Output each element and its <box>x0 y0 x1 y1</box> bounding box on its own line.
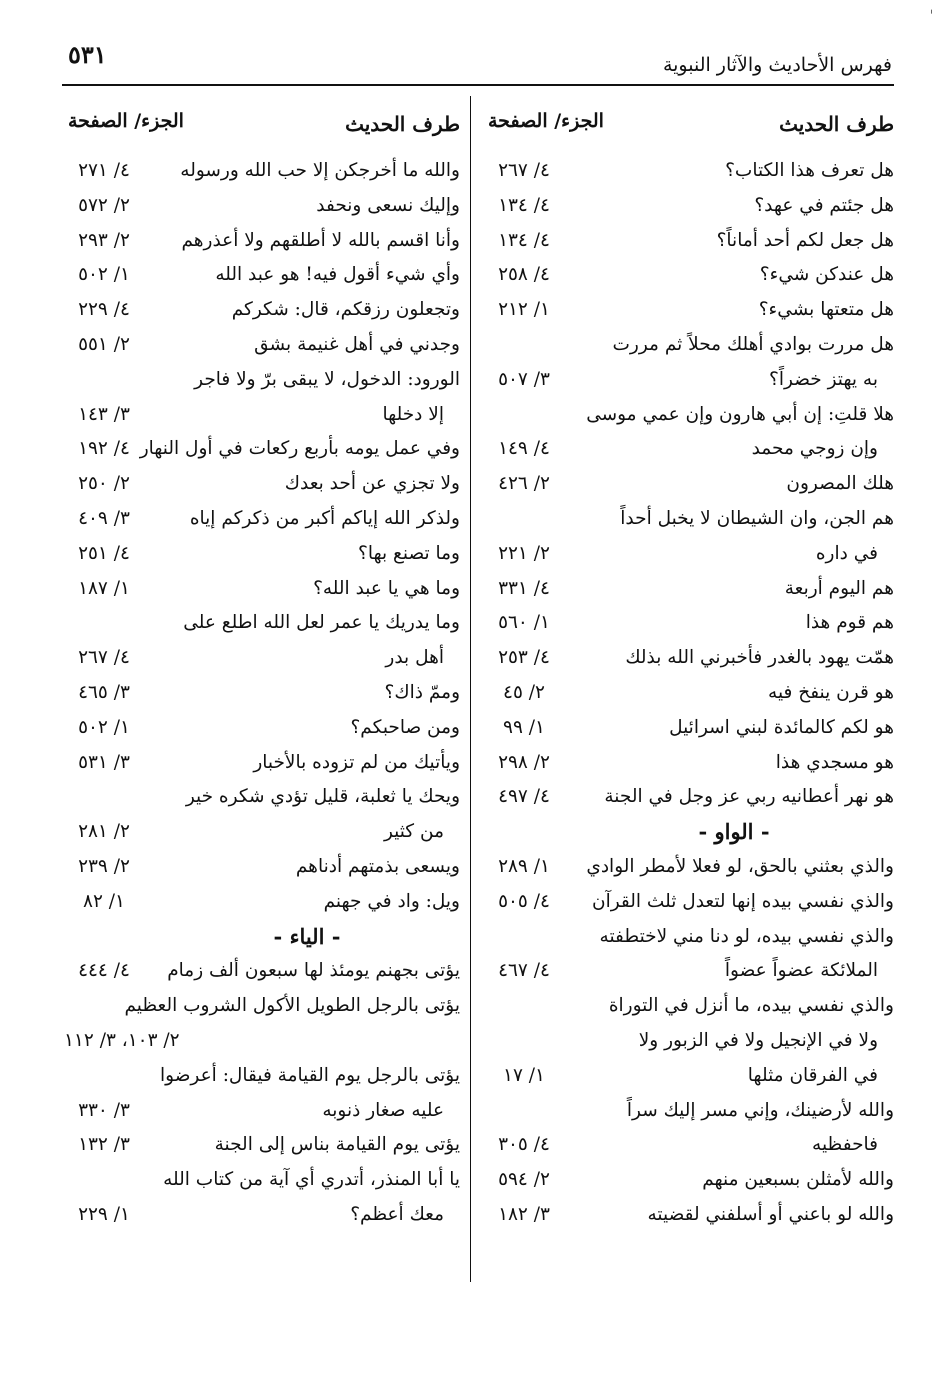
entry-line <box>484 293 894 328</box>
volume-page-ref: ١/ ٢١٢ <box>498 299 550 321</box>
entry-line <box>64 1059 460 1094</box>
volume-page-ref: ٣/ ٤٠٩ <box>78 507 130 529</box>
hadith-text: به يهتز خضراً؟ <box>769 368 878 390</box>
entry-line <box>64 954 460 989</box>
index-column-left <box>64 108 460 1233</box>
hadith-text: هل جعل لكم أحد أماناً؟ <box>716 229 894 251</box>
volume-page-ref: ٣/ ٥٠٧ <box>498 368 550 390</box>
hadith-text: الورود: الدخول، لا يبقى برّ ولا فاجر <box>194 368 460 390</box>
entry-continuation <box>484 537 894 572</box>
hadith-text: هلا قلتِ: إن أبي هارون وإن عمي موسى <box>586 403 894 425</box>
hadith-text: وفي عمل يومه بأربع ركعات في أول النهار <box>139 438 460 460</box>
volume-page-ref: ٢/ ٢٢١ <box>498 542 550 564</box>
entry-continuation <box>64 1198 460 1233</box>
hadith-text: هلك المصرون <box>786 473 894 495</box>
section-title: - الواو - <box>698 819 770 845</box>
entry-continuation <box>64 398 460 433</box>
hadith-text: هل مررت بوادي أهلك محلاً ثم مررت <box>612 333 894 355</box>
hadith-text: أهل بدر <box>385 647 444 669</box>
volume-page-ref: ١/ ١٨٧ <box>78 577 130 599</box>
hadith-text: هو قرن ينفخ فيه <box>768 681 894 703</box>
volume-page-ref: ٢/ ٤٥ <box>503 681 545 703</box>
hadith-text: هم اليوم أربعة <box>784 577 894 599</box>
volume-page-ref: ٢/ ٢٨١ <box>78 821 130 843</box>
hadith-text: وتجعلون رزقكم، قال: شكركم <box>231 299 460 321</box>
hadith-text: وإليك نسعى ونحفد <box>316 194 460 216</box>
entry-line <box>484 502 894 537</box>
entry-line <box>64 258 460 293</box>
volume-page-ref: ٢/ ٢٩٨ <box>498 751 550 773</box>
entry-line <box>484 850 894 885</box>
volume-page-ref: ٤/ ٢٢٩ <box>78 299 130 321</box>
volume-page-ref: ٤/ ١٣٤ <box>498 229 550 251</box>
section-heading <box>64 920 460 955</box>
hadith-text: ولا في الإنجيل ولا في الزبور ولا <box>638 1029 878 1051</box>
section-heading <box>484 815 894 850</box>
volume-page-ref: ٤/ ٤٤٤ <box>78 960 130 982</box>
entry-line <box>64 989 460 1024</box>
entry-line <box>64 885 460 920</box>
hadith-text: في داره <box>815 542 878 564</box>
volume-page-ref: ٣/ ٥٣١ <box>78 751 130 773</box>
hadith-text: والله ما أخرجكن إلا حب الله ورسوله <box>180 160 460 181</box>
hadith-text: وجدني في أهل غنيمة بشق <box>254 333 460 355</box>
hadith-text: وإن زوجي محمد <box>751 438 878 460</box>
entry-reference-line <box>64 1024 460 1059</box>
hadith-text: ويل: واد في جهنم <box>323 890 460 912</box>
entry-line <box>484 1163 894 1198</box>
volume-page-ref: ٢/ ٥٥١ <box>78 333 130 355</box>
entry-line <box>64 746 460 781</box>
hadith-text: ولا تجزي عن أحد بعدك <box>284 473 460 495</box>
hadith-text: وأنا اقسم بالله لا أطلقهم ولا أعذرهم <box>181 229 460 251</box>
volume-page-ref: ١/ ٥٠٢ <box>78 716 130 738</box>
volume-page-ref: ٣/ ٤٦٥ <box>78 681 130 703</box>
hadith-text: والله لأمثلن بسبعين منهم <box>702 1169 894 1191</box>
hadith-text: هل تعرف هذا الكتاب؟ <box>725 160 894 181</box>
hadith-text: وممّ ذاك؟ <box>384 681 460 703</box>
volume-page-ref: ٤/ ٤٦٧ <box>498 960 550 982</box>
entries-list <box>64 154 460 1233</box>
entry-line <box>484 989 894 1024</box>
hadith-text: فاحفظيه <box>812 1134 878 1156</box>
entry-line <box>484 920 894 955</box>
header-rule <box>62 84 894 86</box>
entry-line <box>64 328 460 363</box>
volume-page-ref: ٣/ ١٨٢ <box>498 1203 550 1225</box>
volume-page-ref: ٤/ ٣٠٥ <box>498 1134 550 1156</box>
hadith-text: همّت يهود بالغدر فأخبرني الله بذلك <box>625 647 894 669</box>
volume-page-ref: ١/ ٢٨٩ <box>498 855 550 877</box>
entry-line <box>64 467 460 502</box>
volume-page-ref: ١/ ٨٢ <box>83 890 125 912</box>
hadith-text: والذي نفسي بيده، ما أنزل في التوراة <box>608 995 894 1017</box>
entry-continuation <box>64 1094 460 1129</box>
hadith-text: هم الجن، وان الشيطان لا يخبل أحداً <box>620 507 894 529</box>
volume-page-ref: ٤/ ٢٥٣ <box>498 647 550 669</box>
column-heading <box>484 108 894 154</box>
volume-page-ref: ١/ ٥٠٢ <box>78 264 130 286</box>
entry-line <box>484 780 894 815</box>
entry-continuation <box>64 641 460 676</box>
volume-page-ref: ١/ ٩٩ <box>503 716 545 738</box>
hadith-text: هو نهر أعطانيه ربي عز وجل في الجنة <box>604 786 894 808</box>
volume-page-ref: ١/ ١٧ <box>503 1064 545 1086</box>
volume-page-ref: ١/ ٢٢٩ <box>78 1203 130 1225</box>
entry-line <box>64 502 460 537</box>
entry-line <box>64 1163 460 1198</box>
entry-line <box>484 224 894 259</box>
volume-page-ref: ٤/ ٣٣١ <box>498 577 550 599</box>
volume-page-ref: ٢/ ٢٩٣ <box>78 229 130 251</box>
entry-line <box>64 606 460 641</box>
volume-page-ref: ٤/ ١٣٤ <box>498 194 550 216</box>
volume-page-ref: ٤/ ٢٥١ <box>78 542 130 564</box>
hadith-text: هم قوم هذا <box>805 612 894 634</box>
entry-line <box>484 1198 894 1233</box>
entry-line <box>484 328 894 363</box>
entry-line <box>64 363 460 398</box>
entry-line <box>484 641 894 676</box>
entry-line <box>484 467 894 502</box>
entry-continuation <box>484 954 894 989</box>
entry-line <box>64 537 460 572</box>
entry-line <box>484 676 894 711</box>
entry-line <box>64 850 460 885</box>
entry-line <box>64 224 460 259</box>
entry-line <box>484 885 894 920</box>
entry-line <box>484 711 894 746</box>
entry-line <box>484 746 894 781</box>
volume-page-ref: ٣/ ١٤٣ <box>78 403 130 425</box>
entry-line <box>64 293 460 328</box>
volume-page-ref: ٣/ ١٣٢ <box>78 1134 130 1156</box>
entry-line <box>64 676 460 711</box>
entry-line <box>64 780 460 815</box>
running-title: فهرس الأحاديث والآثار النبوية <box>662 54 892 76</box>
hadith-text: هو مسجدي هذا <box>775 751 894 773</box>
page-number: ٥٣١ <box>68 40 107 69</box>
entry-continuation <box>484 1059 894 1094</box>
entry-line <box>484 398 894 433</box>
volume-page-ref: ٢/ ٥٩٤ <box>498 1169 550 1191</box>
entry-line <box>484 572 894 607</box>
volume-page-ref: ٢/ ٥٧٢ <box>78 194 130 216</box>
volume-page-ref: ٤/ ٢٦٧ <box>78 647 130 669</box>
hadith-text: وأي شيء أقول فيه! هو عبد الله <box>215 264 460 286</box>
hadith-text: يؤتى بالرجل يوم القيامة فيقال: أعرضوا <box>160 1064 460 1086</box>
entry-line <box>64 432 460 467</box>
entry-continuation <box>64 815 460 850</box>
hadith-text: الملائكة عضواً عضواً <box>724 960 878 982</box>
hadith-text: والذي نفسي بيده إنها لتعدل ثلث القرآن <box>591 890 894 912</box>
hadith-text: ولذكر الله إياكم أكبر من ذكركم إياه <box>189 507 460 529</box>
hadith-text: معك أعظم؟ <box>350 1203 444 1225</box>
volume-page-ref: ٤/ ١٤٩ <box>498 438 550 460</box>
section-title: - الياء - <box>273 923 341 949</box>
volume-page-ref: ٤/ ٢٦٧ <box>498 160 550 181</box>
volume-page-ref: ٤/ ٥٠٥ <box>498 890 550 912</box>
column-heading <box>64 108 460 154</box>
hadith-text: يؤتى بجهنم يومئذ لها سبعون ألف زمام <box>167 960 460 982</box>
column-divider <box>470 96 471 1282</box>
volume-page-ref: ٤/ ٢٧١ <box>78 160 130 181</box>
entry-line <box>484 154 894 189</box>
volume-page-ref: ٤/ ٢٥٨ <box>498 264 550 286</box>
hadith-text: في الفرقان مثلها <box>747 1064 878 1086</box>
volume-page-ref: ٢/ ٢٣٩ <box>78 855 130 877</box>
hadith-text: ومن صاحبكم؟ <box>350 716 460 738</box>
hadith-text: والذي نفسي بيده، لو دنا مني لاختطفته <box>599 925 894 947</box>
entry-line <box>64 189 460 224</box>
heading-hadith: طرف الحديث <box>345 112 460 136</box>
heading-volume-page: الجزء/ الصفحة <box>488 110 604 132</box>
entry-line <box>484 258 894 293</box>
hadith-text: والله لو باعني أو أسلفني لقضيته <box>647 1203 894 1225</box>
hadith-text: إلا دخلها <box>382 403 444 425</box>
entries-list <box>484 154 894 1233</box>
hadith-text: هل متعتها بشيء؟ <box>758 299 894 321</box>
heading-volume-page: الجزء/ الصفحة <box>68 110 184 132</box>
entry-continuation <box>484 1128 894 1163</box>
hadith-text: ويأتيك من لم تزوده بالأخبار <box>253 751 460 773</box>
hadith-text: من كثير <box>383 821 444 843</box>
hadith-text: يا أبا المنذر، أتدري أي آية من كتاب الله <box>163 1169 460 1191</box>
entry-continuation <box>484 363 894 398</box>
hadith-text: يؤتى بالرجل الطويل الأكول الشروب العظيم <box>124 995 460 1017</box>
heading-hadith: طرف الحديث <box>779 112 894 136</box>
entry-continuation <box>484 1024 894 1059</box>
entry-line <box>484 1094 894 1129</box>
hadith-text: وما تصنع بها؟ <box>358 542 460 564</box>
hadith-text: وما هي يا عبد الله؟ <box>313 577 460 599</box>
page-header <box>68 40 892 84</box>
entry-line <box>484 606 894 641</box>
hadith-text: يؤتى يوم القيامة بناس إلى الجنة <box>214 1134 460 1156</box>
hadith-text: هل عندكن شيء؟ <box>759 264 894 286</box>
volume-page-ref: ٣/ ٣٣٠ <box>78 1099 130 1121</box>
volume-page-ref: ٢/ ٤٢٦ <box>498 473 550 495</box>
entry-line <box>64 154 460 189</box>
volume-page-ref: ٢/ ٢٥٠ <box>78 473 130 495</box>
volume-page-ref: ٤/ ١٩٢ <box>78 438 130 460</box>
entry-line <box>64 572 460 607</box>
hadith-text: وما يدريك يا عمر لعل الله اطلع على <box>183 612 460 634</box>
volume-page-ref: ١/ ٥٦٠ <box>498 612 550 634</box>
volume-page-ref: ٤/ ٤٩٧ <box>498 786 550 808</box>
entry-line <box>64 711 460 746</box>
entry-line <box>64 1128 460 1163</box>
hadith-text: والله لأرضينك، وإني مسر إليك سراً <box>626 1099 894 1121</box>
hadith-text: ويسعى بذمتهم أدناهم <box>295 855 460 877</box>
hadith-text: هو لكم كالمائدة لبني اسرائيل <box>669 716 894 738</box>
entry-continuation <box>484 432 894 467</box>
hadith-text: ويحك يا ثعلبة، قليل تؤدي شكره خير <box>185 786 460 808</box>
entry-line <box>484 189 894 224</box>
hadith-text: والذي بعثني بالحق، لو فعلا لأمطر الوادي <box>586 855 894 877</box>
hadith-text: هل جئتم في عهد؟ <box>754 194 894 216</box>
volume-page-ref: ٢/ ١٠٣، ٣/ ١١٢ <box>64 1029 180 1051</box>
hadith-text: عليه صغار ذنوبه <box>322 1099 444 1121</box>
index-column-right <box>484 108 894 1233</box>
